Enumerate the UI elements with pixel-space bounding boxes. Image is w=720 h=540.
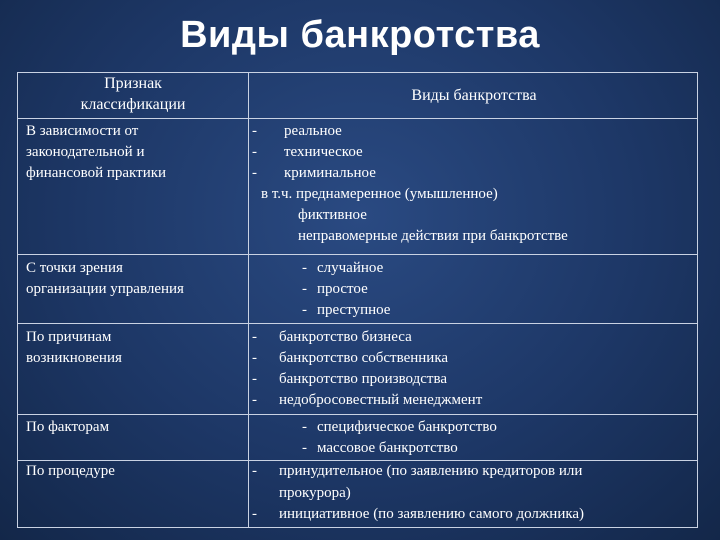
row2-item-3: преступное bbox=[317, 302, 391, 318]
row2-criterion-line1: С точки зрения bbox=[26, 260, 123, 276]
row1-dash-2: - bbox=[252, 144, 257, 160]
row3-dash-4: - bbox=[252, 392, 257, 408]
row5-criterion-line1: По процедуре bbox=[26, 463, 115, 479]
row1-dash-3: - bbox=[252, 165, 257, 181]
row3-item-2: банкротство собственника bbox=[279, 350, 449, 366]
row5-item-2: инициативное (по заявлению самого должника) bbox=[279, 506, 585, 522]
row2-dash-3: - bbox=[302, 302, 307, 318]
row1-sub-1: в т.ч. преднамеренное (умышленное) bbox=[261, 186, 498, 202]
row1-criterion bbox=[26, 121, 241, 184]
row3-item-1: банкротство бизнеса bbox=[279, 329, 412, 345]
column-divider bbox=[248, 73, 249, 527]
row3-criterion bbox=[26, 327, 241, 369]
row2-criterion-line2: организации управления bbox=[26, 281, 184, 297]
row2-item-2: простое bbox=[317, 281, 368, 297]
row3-dash-1: - bbox=[252, 329, 257, 345]
page-title: Виды банкротства bbox=[180, 14, 540, 56]
row3-dash-3: - bbox=[252, 371, 257, 387]
row3-criterion-line2: возникновения bbox=[26, 350, 122, 366]
header-criterion-line1: Признак bbox=[104, 75, 162, 92]
row1-item-1: реальное bbox=[284, 123, 342, 139]
header-criterion bbox=[18, 73, 248, 115]
row2-dash-2: - bbox=[302, 281, 307, 297]
row2-item-1: случайное bbox=[317, 260, 384, 276]
row5-dash-1: - bbox=[252, 463, 257, 479]
row1-sub-3: неправомерные действия при банкротстве bbox=[298, 228, 568, 244]
header-types: Виды банкротства bbox=[411, 87, 537, 104]
header-divider bbox=[18, 118, 697, 119]
row1-item-2: техническое bbox=[284, 144, 363, 160]
row5-criterion bbox=[26, 461, 241, 482]
row3-criterion-line1: По причинам bbox=[26, 329, 112, 345]
row3-item-3: банкротство производства bbox=[279, 371, 448, 387]
row1-criterion-line1: В зависимости от bbox=[26, 123, 139, 139]
row4-item-2: массовое банкротство bbox=[317, 440, 458, 456]
row1-item-3: криминальное bbox=[284, 165, 376, 181]
row3-dash-2: - bbox=[252, 350, 257, 366]
row1-criterion-line2: законодательной и bbox=[26, 144, 145, 160]
row-divider bbox=[18, 254, 697, 255]
classification-table bbox=[17, 72, 698, 528]
row-divider bbox=[18, 323, 697, 324]
row5-item-1: принудительное (по заявлению кредиторов или bbox=[279, 463, 583, 479]
row1-dash-1: - bbox=[252, 123, 257, 139]
row-divider bbox=[18, 414, 697, 415]
row4-criterion-line1: По факторам bbox=[26, 419, 110, 435]
row5-item-1-cont: прокурора) bbox=[279, 485, 351, 501]
row1-sub-2: фиктивное bbox=[298, 207, 367, 223]
row1-criterion-line3: финансовой практики bbox=[26, 165, 167, 181]
row4-item-1: специфическое банкротство bbox=[317, 419, 497, 435]
row5-dash-2: - bbox=[252, 506, 257, 522]
header-criterion-line2: классификации bbox=[80, 96, 186, 113]
row4-dash-2: - bbox=[302, 440, 307, 456]
row2-criterion bbox=[26, 258, 241, 300]
row4-dash-1: - bbox=[302, 419, 307, 435]
row4-criterion bbox=[26, 417, 241, 438]
row3-item-4: недобросовестный менеджмент bbox=[279, 392, 483, 408]
row2-dash-1: - bbox=[302, 260, 307, 276]
